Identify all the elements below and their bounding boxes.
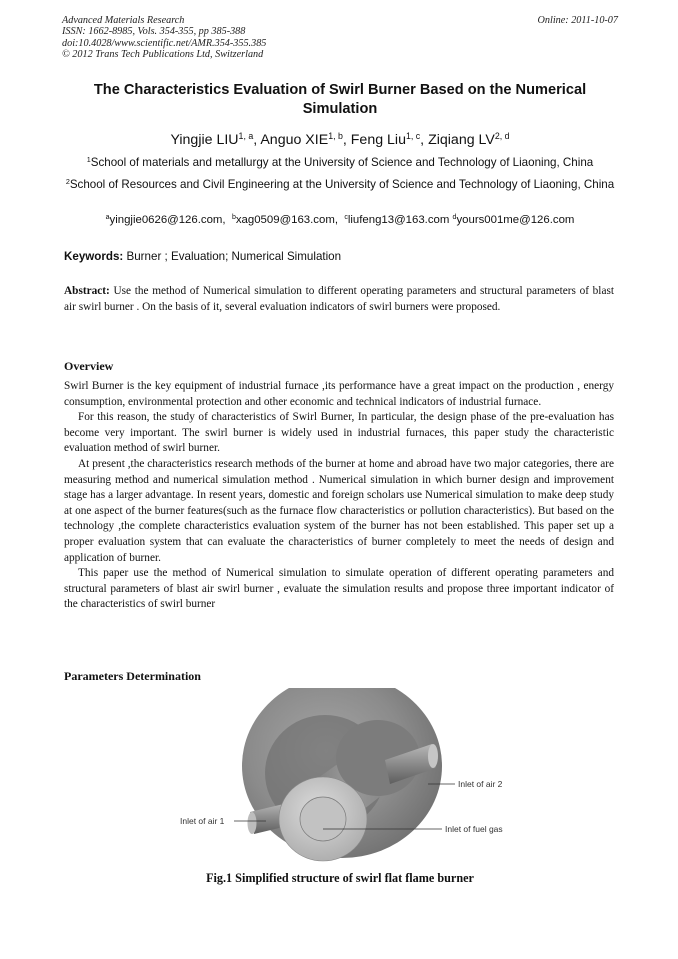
affiliation-sup: 1: [86, 155, 91, 165]
email-sup: d: [452, 214, 457, 222]
abstract: [64, 284, 614, 315]
email: xag0509@163.com,: [235, 214, 338, 226]
burner-figure: [170, 688, 530, 868]
affiliation-sup: 2: [65, 177, 70, 187]
paragraph: This paper use the method of Numerical simulation to simulate operation of different operating parameters and structural parameters of blast air swirl burner , evaluate the simulation results and propose three important indicator of the characteristics of swirl burner: [64, 567, 614, 611]
email: liufeng13@163.com: [347, 214, 450, 226]
inlet-air-2-end: [428, 744, 438, 768]
abstract-text: Use the method of Numerical simulation to different operating parameters and structural parameters of blast air swirl burner . On the basis of it, several evaluation indicators of swirl burners were proposed.: [64, 285, 614, 313]
author-sep: ,: [253, 132, 261, 148]
section-heading-parameters: Parameters Determination: [64, 669, 201, 683]
email-sup: c: [344, 214, 348, 222]
affiliation-text: School of materials and metallurgy at the University of Science and Technology of Liaoning, China: [90, 156, 594, 169]
email-sup: a: [105, 214, 110, 222]
author-list: [62, 131, 618, 149]
issn-line: ISSN: 1662-8985, Vols. 354-355, pp 385-388: [62, 26, 246, 38]
online-date: Online: 2011-10-07: [537, 15, 618, 26]
paragraph: Swirl Burner is the key equipment of industrial furnace ,its performance have a great impact on the production , energy consumption, environmental protection and other economic and technical indicators of industrial furnace.: [64, 380, 614, 408]
affiliation-text: School of Resources and Civil Engineering at the University of Science and Technology of Liaoning, China: [69, 178, 615, 191]
paragraph: For this reason, the study of characteristics of Swirl Burner, In particular, the design phase of the pre-evaluation has become very important. The swirl burner is widely used in industrial furnaces, this paper study the characteristic evaluation method of swirl burner.: [64, 411, 614, 455]
author-affil-sup: 1, a: [238, 131, 254, 142]
section-heading-overview: Overview: [64, 359, 114, 373]
copyright-line: © 2012 Trans Tech Publications Ltd, Switzerland: [62, 48, 264, 60]
author-affil-sup: 1, c: [405, 131, 421, 142]
author-name: Ziqiang LV: [428, 132, 495, 148]
email-list: [62, 213, 618, 228]
affiliation-2: [62, 177, 618, 193]
journal-header: [62, 15, 618, 60]
email-sup: b: [231, 214, 236, 222]
paper-title: The Characteristics Evaluation of Swirl Burner Based on the Numerical Simulation: [93, 82, 587, 117]
doi-line: doi:10.4028/www.scientific.net/AMR.354-355.385: [62, 37, 267, 49]
inlet-air-1-end: [248, 812, 257, 834]
keywords-text: Burner ; Evaluation; Numerical Simulation: [123, 250, 342, 263]
author-sep: ,: [342, 132, 351, 148]
author-name: Anguo XIE: [260, 132, 329, 148]
overview-body: [64, 379, 614, 613]
label-inlet-air-2: Inlet of air 2: [458, 779, 503, 789]
author-name: Yingjie LIU: [170, 132, 239, 148]
label-inlet-air-1: Inlet of air 1: [180, 816, 225, 826]
email: yours001me@126.com: [456, 214, 575, 226]
author-name: Feng Liu: [350, 132, 406, 148]
abstract-label: Abstract:: [64, 285, 110, 297]
journal-name: Advanced Materials Research: [62, 15, 185, 26]
author-affil-sup: 1, b: [328, 131, 343, 142]
keywords: [64, 249, 620, 264]
author-sep: ,: [420, 132, 429, 148]
author-affil-sup: 2, d: [494, 131, 510, 142]
figure-caption: Fig.1 Simplified structure of swirl flat flame burner: [206, 871, 474, 885]
label-inlet-fuel-gas: Inlet of fuel gas: [445, 824, 503, 834]
keywords-label: Keywords:: [64, 250, 124, 263]
paragraph: At present ,the characteristics research methods of the burner at home and abroad have two major categories, there are measuring method and numerical simulation method . Numerical simulation in which burner design and improvement stage has a larger advantage. In resent years, domestic and foreign scholars use Numerical simulation to make deep study at one aspect of the burner features(such as the furnace flow characteristics or pollution characteristics). But based on the technology ,the complete characteristics evaluation system of the burner has not been established. This paper set up a proper evaluation system that can evaluate the characteristics of burner completely to meet the needs of design and application of burner.: [64, 457, 614, 564]
fuel-gas-inlet-ring: [300, 797, 346, 841]
email: yingjie0626@126.com,: [109, 214, 226, 226]
affiliation-1: [62, 155, 618, 171]
